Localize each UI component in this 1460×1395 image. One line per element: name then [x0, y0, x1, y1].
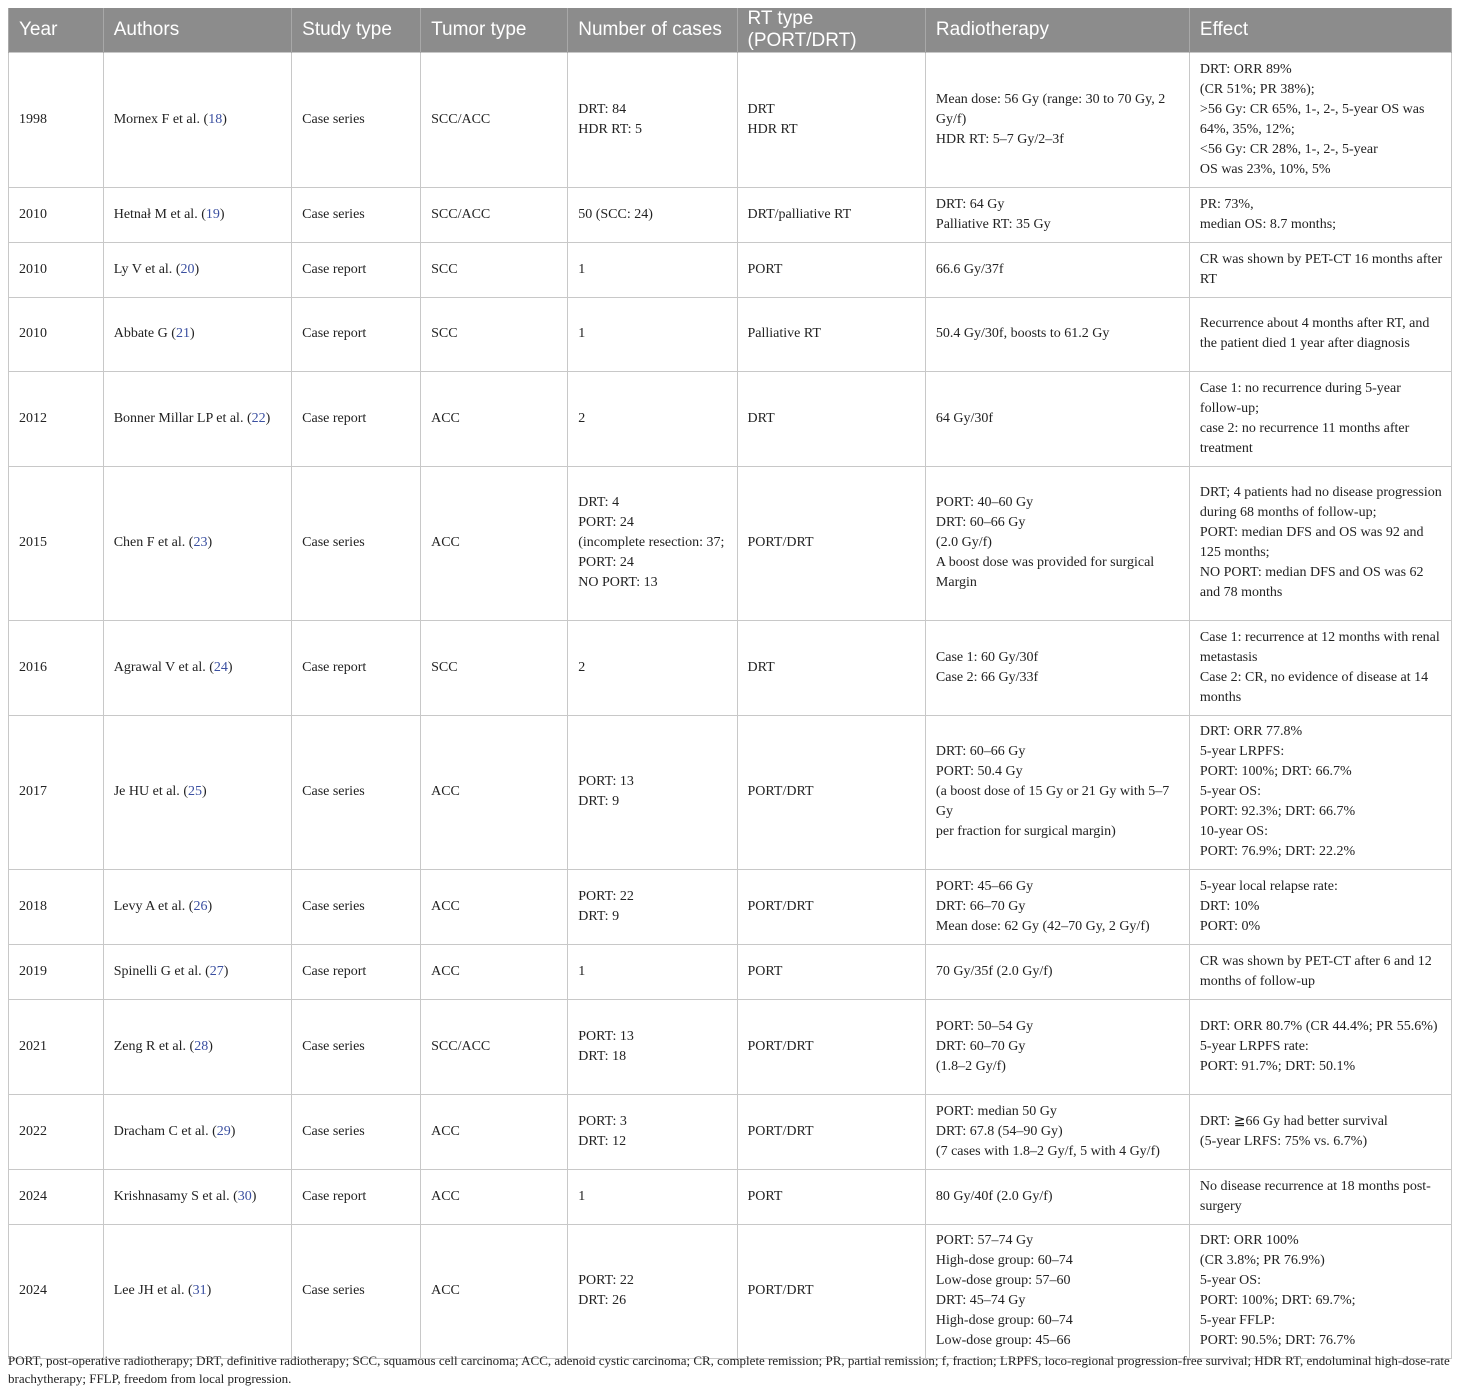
cell-rt-type: PORT/DRT	[737, 1000, 925, 1095]
table-row	[9, 298, 1452, 372]
cell-authors: Levy A et al. (26)	[103, 870, 291, 945]
cell-effect: Recurrence about 4 months after RT, and the patient died 1 year after diagnosis	[1189, 298, 1451, 372]
table-row	[9, 621, 1452, 716]
table-row	[9, 1170, 1452, 1225]
cell-radiotherapy: PORT: 40–60 Gy DRT: 60–66 Gy (2.0 Gy/f) A boost dose was provided for surgical Margin	[925, 467, 1189, 621]
cell-rt-type: PORT/DRT	[737, 1095, 925, 1170]
cell-authors: Krishnasamy S et al. (30)	[103, 1170, 291, 1225]
author-name: Spinelli G et al.	[113, 963, 202, 979]
cell-rt-type: DRT	[737, 372, 925, 467]
cell-year: 2021	[9, 1000, 104, 1095]
cell-effect: DRT: ≧66 Gy had better survival (5-year LRFS: 75% vs. 6.7%)	[1189, 1095, 1451, 1170]
cell-rt-type: PORT/DRT	[737, 1225, 925, 1359]
reference-link[interactable]: 26	[193, 898, 208, 914]
cell-rt-type: Palliative RT	[737, 298, 925, 372]
cell-study-type: Case series	[292, 1000, 421, 1095]
cell-study-type: Case report	[292, 621, 421, 716]
cell-effect: 5-year local relapse rate: DRT: 10% PORT: 0%	[1189, 870, 1451, 945]
header-tumor-type: Tumor type	[421, 8, 568, 53]
table-row	[9, 467, 1452, 621]
cell-tumor-type: ACC	[421, 1170, 568, 1225]
cell-study-type: Case series	[292, 188, 421, 243]
header-radiotherapy: Radiotherapy	[925, 8, 1189, 53]
header-year: Year	[9, 8, 104, 53]
author-name: Lee JH et al.	[113, 1283, 185, 1298]
cell-year: 2024	[9, 1170, 104, 1225]
table-row	[9, 870, 1452, 945]
author-name: Dracham C et al.	[113, 1123, 209, 1139]
cell-radiotherapy: PORT: 45–66 Gy DRT: 66–70 Gy Mean dose: 62 Gy (42–70 Gy, 2 Gy/f)	[925, 870, 1189, 945]
cell-tumor-type: SCC/ACC	[421, 1000, 568, 1095]
author-name: Krishnasamy S et al.	[113, 1188, 230, 1204]
cell-study-type: Case report	[292, 1170, 421, 1225]
table-row	[9, 945, 1452, 1000]
cell-rt-type: DRT HDR RT	[737, 53, 925, 188]
cell-study-type: Case report	[292, 298, 421, 372]
cell-effect: CR was shown by PET-CT after 6 and 12 months of follow-up	[1189, 945, 1451, 1000]
reference-link[interactable]: 22	[251, 410, 266, 426]
cell-study-type: Case series	[292, 53, 421, 188]
cell-authors: Mornex F et al. (18)	[103, 53, 291, 188]
cell-rt-type: PORT	[737, 1170, 925, 1225]
reference-link[interactable]: 30	[237, 1188, 252, 1204]
cell-authors: Zeng R et al. (28)	[103, 1000, 291, 1095]
reference-link[interactable]: 21	[175, 326, 190, 341]
cell-year: 2017	[9, 716, 104, 870]
radiotherapy-studies-table	[8, 8, 1452, 1359]
cell-study-type: Case report	[292, 945, 421, 1000]
cell-effect: DRT; 4 patients had no disease progression during 68 months of follow-up; PORT: median DFS and OS was 92 and 125 months; NO PORT: median DFS and OS was 62 and 78 months	[1189, 467, 1451, 621]
cell-number-of-cases: PORT: 22 DRT: 9	[568, 870, 737, 945]
cell-authors: Lee JH et al. (31)	[103, 1225, 291, 1359]
cell-radiotherapy: 70 Gy/35f (2.0 Gy/f)	[925, 945, 1189, 1000]
reference-link[interactable]: 28	[194, 1038, 209, 1054]
cell-rt-type: PORT/DRT	[737, 716, 925, 870]
cell-rt-type: DRT/palliative RT	[737, 188, 925, 243]
cell-effect: DRT: ORR 89% (CR 51%; PR 38%); >56 Gy: CR 65%, 1-, 2-, 5-year OS was 64%, 35%, 12%; <56 Gy: CR 28%, 1-, 2-, 5-year OS was 23%, 10%, 5%	[1189, 53, 1451, 188]
cell-tumor-type: ACC	[421, 372, 568, 467]
header-number-of-cases: Number of cases	[568, 8, 737, 53]
cell-tumor-type: ACC	[421, 1095, 568, 1170]
table-row	[9, 1000, 1452, 1095]
cell-radiotherapy: 66.6 Gy/37f	[925, 243, 1189, 298]
cell-number-of-cases: 1	[568, 945, 737, 1000]
cell-year: 2015	[9, 467, 104, 621]
author-name: Abbate G	[113, 326, 168, 341]
cell-year: 2022	[9, 1095, 104, 1170]
cell-tumor-type: ACC	[421, 945, 568, 1000]
header-row	[9, 8, 1452, 53]
table-footnote: PORT, post-operative radiotherapy; DRT, definitive radiotherapy; SCC, squamous cell carcinoma; ACC, adenoid cystic carcinoma; CR, complete remission; PR, partial remission; f, fraction; LRPFS, loco-regional progression-free survival; HDR RT, endoluminal high-dose-rate brachytherapy; FFLP, freedom from local progression.	[8, 1353, 1450, 1386]
cell-number-of-cases: 2	[568, 621, 737, 716]
cell-radiotherapy: PORT: 57–74 Gy High-dose group: 60–74 Low-dose group: 57–60 DRT: 45–74 Gy High-dose group: 60–74 Low-dose group: 45–66	[925, 1225, 1189, 1359]
cell-authors: Dracham C et al. (29)	[103, 1095, 291, 1170]
cell-effect: Case 1: no recurrence during 5-year follow-up; case 2: no recurrence 11 months after treatment	[1189, 372, 1451, 467]
cell-effect: No disease recurrence at 18 months post-surgery	[1189, 1170, 1451, 1225]
cell-year: 2010	[9, 243, 104, 298]
cell-effect: CR was shown by PET-CT 16 months after RT	[1189, 243, 1451, 298]
author-name: Je HU et al.	[113, 784, 180, 799]
cell-year: 2019	[9, 945, 104, 1000]
cell-year: 2012	[9, 372, 104, 467]
cell-study-type: Case report	[292, 243, 421, 298]
header-rt-type: RT type (PORT/DRT)	[737, 8, 925, 53]
cell-number-of-cases: PORT: 3 DRT: 12	[568, 1095, 737, 1170]
cell-rt-type: PORT/DRT	[737, 870, 925, 945]
cell-number-of-cases: DRT: 4 PORT: 24 (incomplete resection: 37; PORT: 24 NO PORT: 13	[568, 467, 737, 621]
header-effect: Effect	[1189, 8, 1451, 53]
cell-rt-type: PORT	[737, 945, 925, 1000]
cell-study-type: Case series	[292, 1225, 421, 1359]
cell-study-type: Case series	[292, 467, 421, 621]
reference-link[interactable]: 29	[216, 1123, 231, 1139]
cell-authors: Ly V et al. (20)	[103, 243, 291, 298]
table-row	[9, 188, 1452, 243]
reference-link[interactable]: 23	[193, 535, 208, 550]
cell-effect: Case 1: recurrence at 12 months with renal metastasis Case 2: CR, no evidence of disease at 14 months	[1189, 621, 1451, 716]
reference-link[interactable]: 20	[180, 261, 195, 277]
reference-link[interactable]: 31	[192, 1283, 207, 1298]
cell-study-type: Case report	[292, 372, 421, 467]
cell-authors: Spinelli G et al. (27)	[103, 945, 291, 1000]
cell-tumor-type: SCC	[421, 621, 568, 716]
cell-year: 1998	[9, 53, 104, 188]
cell-radiotherapy: 64 Gy/30f	[925, 372, 1189, 467]
cell-authors: Hetnał M et al. (19)	[103, 188, 291, 243]
cell-number-of-cases: PORT: 13 DRT: 9	[568, 716, 737, 870]
cell-radiotherapy: DRT: 60–66 Gy PORT: 50.4 Gy (a boost dose of 15 Gy or 21 Gy with 5–7 Gy per fraction for surgical margin)	[925, 716, 1189, 870]
cell-effect: PR: 73%, median OS: 8.7 months;	[1189, 188, 1451, 243]
cell-number-of-cases: DRT: 84 HDR RT: 5	[568, 53, 737, 188]
cell-tumor-type: SCC/ACC	[421, 53, 568, 188]
cell-authors: Je HU et al. (25)	[103, 716, 291, 870]
cell-effect: DRT: ORR 80.7% (CR 44.4%; PR 55.6%) 5-year LRPFS rate: PORT: 91.7%; DRT: 50.1%	[1189, 1000, 1451, 1095]
table-row	[9, 243, 1452, 298]
cell-radiotherapy: 80 Gy/40f (2.0 Gy/f)	[925, 1170, 1189, 1225]
cell-year: 2010	[9, 188, 104, 243]
cell-effect: DRT: ORR 77.8% 5-year LRPFS: PORT: 100%; DRT: 66.7% 5-year OS: PORT: 92.3%; DRT: 66.7% 10-year OS: PORT: 76.9%; DRT: 22.2%	[1189, 716, 1451, 870]
cell-effect: DRT: ORR 100% (CR 3.8%; PR 76.9%) 5-year OS: PORT: 100%; DRT: 69.7%; 5-year FFLP: PORT: 90.5%; DRT: 76.7%	[1189, 1225, 1451, 1359]
table-container	[8, 8, 1452, 1359]
cell-authors: Agrawal V et al. (24)	[103, 621, 291, 716]
author-name: Agrawal V et al.	[113, 659, 206, 675]
cell-radiotherapy: DRT: 64 Gy Palliative RT: 35 Gy	[925, 188, 1189, 243]
cell-year: 2024	[9, 1225, 104, 1359]
header-study-type: Study type	[292, 8, 421, 53]
author-name: Hetnał M et al.	[113, 206, 198, 222]
header-authors: Authors	[103, 8, 291, 53]
cell-number-of-cases: 1	[568, 243, 737, 298]
author-name: Ly V et al.	[113, 261, 173, 277]
cell-study-type: Case series	[292, 1095, 421, 1170]
cell-year: 2018	[9, 870, 104, 945]
cell-rt-type: PORT/DRT	[737, 467, 925, 621]
reference-link[interactable]: 18	[208, 111, 223, 127]
cell-tumor-type: SCC/ACC	[421, 188, 568, 243]
cell-number-of-cases: 1	[568, 1170, 737, 1225]
cell-authors: Bonner Millar LP et al. (22)	[103, 372, 291, 467]
cell-rt-type: PORT	[737, 243, 925, 298]
cell-tumor-type: SCC	[421, 243, 568, 298]
cell-year: 2010	[9, 298, 104, 372]
cell-number-of-cases: 1	[568, 298, 737, 372]
cell-tumor-type: ACC	[421, 1225, 568, 1359]
author-name: Levy A et al.	[113, 898, 186, 914]
cell-tumor-type: ACC	[421, 716, 568, 870]
cell-number-of-cases: PORT: 13 DRT: 18	[568, 1000, 737, 1095]
table-body	[9, 53, 1452, 1359]
cell-radiotherapy: 50.4 Gy/30f, boosts to 61.2 Gy	[925, 298, 1189, 372]
cell-authors: Chen F et al. (23)	[103, 467, 291, 621]
author-name: Zeng R et al.	[113, 1038, 187, 1054]
cell-number-of-cases: PORT: 22 DRT: 26	[568, 1225, 737, 1359]
cell-tumor-type: ACC	[421, 870, 568, 945]
cell-tumor-type: SCC	[421, 298, 568, 372]
cell-study-type: Case series	[292, 716, 421, 870]
cell-tumor-type: ACC	[421, 467, 568, 621]
cell-number-of-cases: 50 (SCC: 24)	[568, 188, 737, 243]
table-row	[9, 1225, 1452, 1359]
author-name: Bonner Millar LP et al.	[113, 410, 244, 426]
author-name: Mornex F et al.	[113, 111, 201, 127]
table-row	[9, 372, 1452, 467]
cell-radiotherapy: Case 1: 60 Gy/30f Case 2: 66 Gy/33f	[925, 621, 1189, 716]
cell-number-of-cases: 2	[568, 372, 737, 467]
table-row	[9, 53, 1452, 188]
cell-authors: Abbate G (21)	[103, 298, 291, 372]
cell-rt-type: DRT	[737, 621, 925, 716]
reference-link[interactable]: 19	[205, 206, 220, 222]
cell-radiotherapy: PORT: 50–54 Gy DRT: 60–70 Gy (1.8–2 Gy/f)	[925, 1000, 1189, 1095]
reference-link[interactable]: 25	[187, 784, 202, 799]
cell-radiotherapy: Mean dose: 56 Gy (range: 30 to 70 Gy, 2 Gy/f) HDR RT: 5–7 Gy/2–3f	[925, 53, 1189, 188]
cell-study-type: Case series	[292, 870, 421, 945]
cell-radiotherapy: PORT: median 50 Gy DRT: 67.8 (54–90 Gy) (7 cases with 1.8–2 Gy/f, 5 with 4 Gy/f)	[925, 1095, 1189, 1170]
author-name: Chen F et al.	[113, 535, 186, 550]
reference-link[interactable]: 24	[213, 659, 228, 675]
table-row	[9, 1095, 1452, 1170]
reference-link[interactable]: 27	[209, 963, 224, 979]
cell-year: 2016	[9, 621, 104, 716]
table-row	[9, 716, 1452, 870]
